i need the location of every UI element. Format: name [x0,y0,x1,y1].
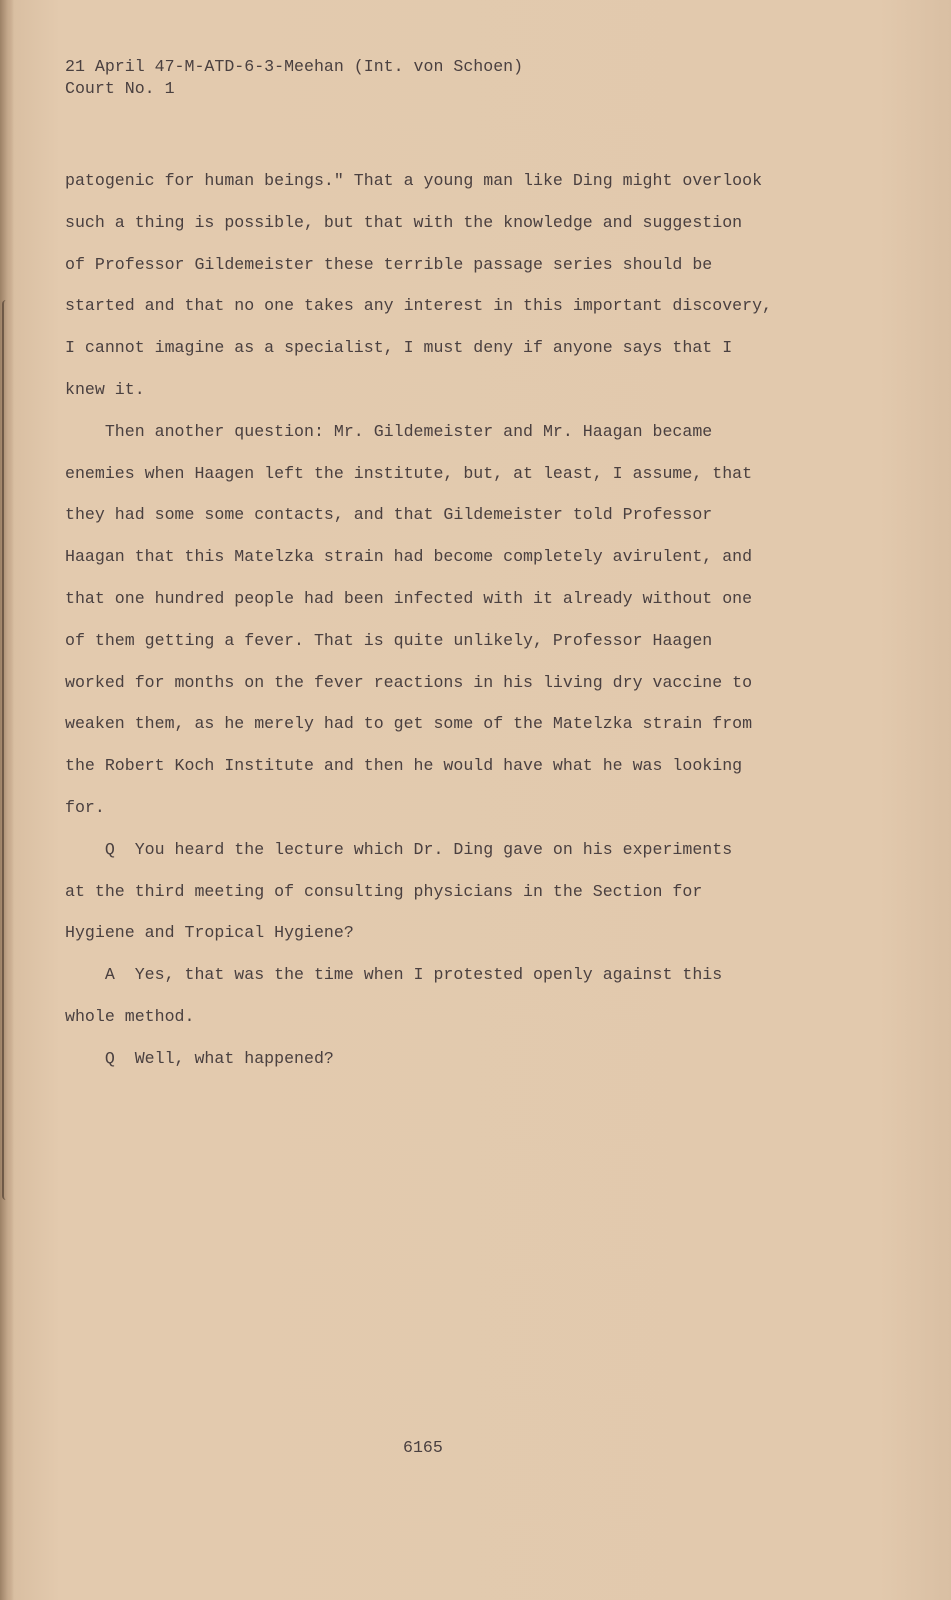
text-line: the Robert Koch Institute and then he would have what he was looking [65,756,743,776]
text-line: of them getting a fever. That is quite unlikely, Professor Haagen [65,630,713,650]
text-line: that one hundred people had been infected with it already without one [65,588,753,608]
text-line: for. [65,797,105,817]
text-line: weaken them, as he merely had to get some of the Matelzka strain from [65,714,753,734]
text-line: they had some some contacts, and that Gildemeister told Professor [65,505,713,525]
text-line: of Professor Gildemeister these terrible passage series should be [65,254,713,274]
text-line: started and that no one takes any interest in this important discovery, [65,296,773,316]
text-line: A Yes, that was the time when I protested openly against this [65,965,723,985]
text-line: worked for months on the fever reactions in his living dry vaccine to [65,672,753,692]
text-line: knew it. [65,379,145,399]
text-line: Then another question: Mr. Gildemeister and Mr. Haagan became [65,421,713,441]
header-line-1: 21 April 47-M-ATD-6-3-Meehan (Int. von Schoen) [65,57,524,76]
paper-tear-mark [2,300,10,1200]
text-line: enemies when Haagen left the institute, but, at least, I assume, that [65,463,753,483]
page-number: 6165 [403,1438,443,1457]
text-line: patogenic for human beings." That a young man like Ding might overlook [65,171,763,190]
header-line-2: Court No. 1 [65,79,175,98]
text-line: Q Well, what happened? [65,1048,334,1068]
text-line: Hygiene and Tropical Hygiene? [65,923,354,943]
transcript-body [65,160,895,1080]
text-line: I cannot imagine as a specialist, I must deny if anyone says that I [65,338,733,358]
text-line: Q You heard the lecture which Dr. Ding gave on his experiments [65,839,733,859]
text-line: whole method. [65,1006,195,1026]
typed-document [65,56,895,1080]
text-line: such a thing is possible, but that with the knowledge and suggestion [65,212,743,232]
text-line: Haagan that this Matelzka strain had become completely avirulent, and [65,547,753,567]
text-line: at the third meeting of consulting physicians in the Section for [65,881,703,901]
